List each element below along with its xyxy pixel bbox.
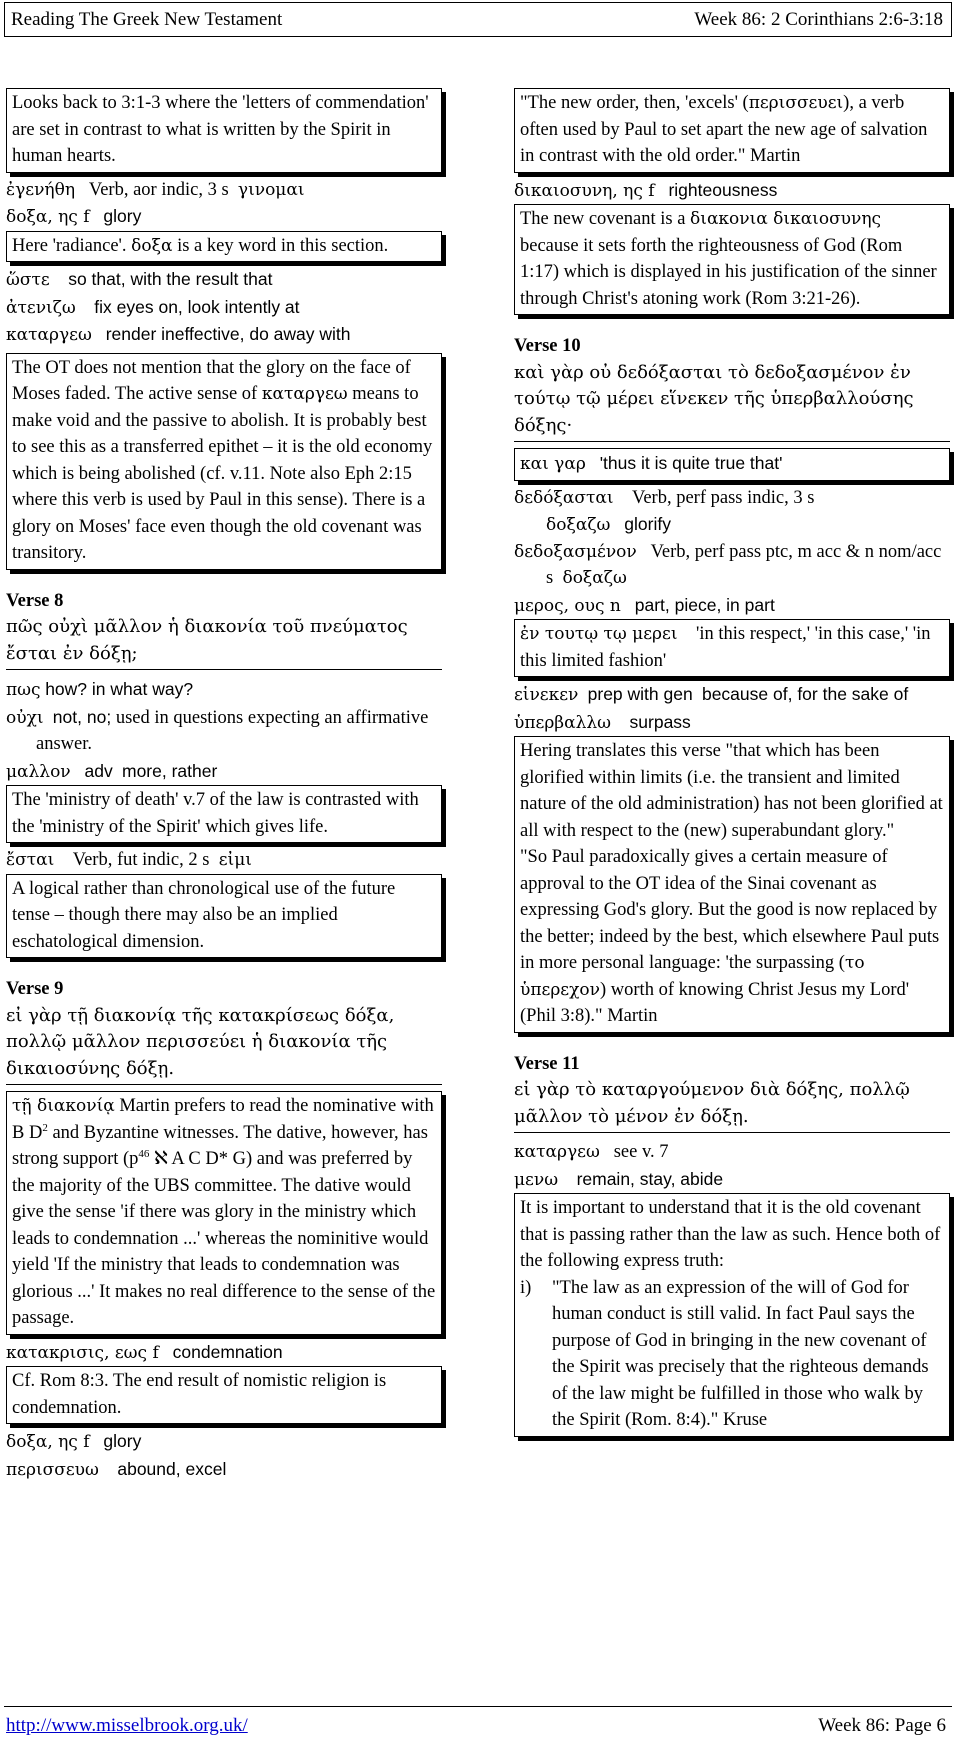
verse-text: καὶ γὰρ οὐ δεδόξασται τὸ δεδοξασμένον ἐν τούτῳ τῷ μέρει εἵνεκεν τῆς ὑπερβαλλούσης δόξης· (514, 360, 950, 443)
gloss: how? in what way? (45, 679, 194, 699)
note-text: It is important to understand that it is the old covenant that is passing rather than the law as such. Hence both of the following express truth: (520, 1198, 941, 1271)
parsing: Verb, perf pass ptc, m acc & n nom/acc s (546, 541, 942, 588)
right-column (514, 88, 950, 1441)
greek-word: μερος, ους n (514, 595, 621, 616)
greek-word: κατακρισις, εως f (6, 1342, 159, 1363)
list-number: i) (520, 1277, 532, 1298)
greek-word: ὥστε (6, 270, 50, 290)
vocab-entry (6, 321, 442, 349)
gloss: glorify (624, 514, 671, 534)
note-box (6, 1366, 442, 1424)
gloss: part, piece, in part (634, 594, 775, 615)
gloss: so that, with the result that (68, 269, 273, 289)
verse-heading: Verse 9 (6, 979, 64, 999)
note-text: Martin prefers to read the nominative with B D (12, 1096, 434, 1143)
greek-word: δοξα, ης f (6, 1432, 90, 1452)
greek-word: ὑπερβαλλω (514, 712, 612, 733)
vocab-entry (514, 709, 950, 737)
note-text: Here 'radiance'. (12, 235, 132, 256)
greek-word: καταργεω (514, 1142, 600, 1162)
vocab-entry (514, 1166, 950, 1194)
verse-text: εἰ γὰρ τῇ διακονίᾳ τῆς κατακρίσεως δόξα, πολλῷ μᾶλλον περισσεύει ἡ διακονία τῆς δικαιοσύνης δόξῃ. (6, 1003, 442, 1086)
note-box (6, 88, 442, 173)
superscript: 2 (42, 1121, 48, 1134)
lexical-form: εἰμι (218, 850, 252, 870)
verse-heading: Verse 10 (514, 336, 581, 356)
vocab-entry (6, 177, 442, 204)
greek-word: δεδοξασμένον (514, 541, 637, 562)
note-text: 'in this respect,' 'in this case,' 'in this limited fashion' (520, 624, 931, 671)
vocab-entry (6, 1339, 442, 1367)
header-week: Week 86: 2 Corinthians 2:6-3:18 (694, 9, 943, 30)
vocab-entry (514, 485, 950, 512)
verse-heading: Verse 8 (6, 590, 64, 611)
note-text: and Byzantine witnesses. The dative, however, has strong support (p (12, 1122, 428, 1169)
note-text: ), a verb often used by Paul to set apart the new age of salvation in contrast with the old order." Martin (520, 93, 928, 166)
vocab-entry (514, 1139, 950, 1166)
note-box (6, 874, 442, 959)
note-text: "The new order, then, 'excels' ( (520, 93, 749, 113)
lexical-form: γινομαι (237, 179, 305, 200)
note-box (6, 1091, 442, 1335)
vocab-entry (514, 592, 950, 620)
note-box (514, 448, 950, 481)
greek-word: δοξα, ης f (6, 207, 90, 227)
greek-word: περισσευω (6, 1459, 99, 1480)
gloss: render ineffective, do away with (105, 324, 351, 344)
gloss: surpass (629, 711, 691, 732)
vocab-entry (6, 1428, 442, 1456)
greek-word: περισσευει (748, 93, 844, 113)
note-box (514, 88, 950, 173)
greek-word: ἔσται (6, 850, 55, 870)
gloss: remain, stay, abide (576, 1168, 724, 1189)
vocab-entry (6, 676, 442, 704)
greek-word: και γαρ (520, 454, 586, 474)
list-item (520, 1275, 944, 1434)
note-text: The 'ministry of death' v.7 of the law is contrasted with the 'ministry of the Spirit' which gives life. (12, 790, 419, 837)
verse-heading: Verse 11 (514, 1053, 580, 1074)
gloss: not, no; (52, 706, 112, 727)
greek-word: ἐγενήθη (6, 179, 76, 200)
parsing: Verb, perf pass indic, 3 s (632, 487, 815, 508)
greek-word: διακονια δικαιοσυνης (690, 209, 882, 229)
greek-word: τῇ διακονίᾳ (12, 1096, 115, 1116)
note-text: A logical rather than chronological use of the future tense – though there may also be an implied eschatological dimension. (12, 878, 396, 952)
note-text: because it sets forth the righteousness of God (Rom 1:17) which is displayed in his justification of the sinner through Christ's atoning work (Rom 3:21-26). (520, 235, 937, 309)
greek-word: καταργεω (6, 325, 92, 345)
gloss-note: used in questions expecting an affirmative answer. (36, 707, 429, 754)
superscript: 46 (138, 1147, 150, 1160)
gloss: glory (103, 206, 142, 226)
left-column (6, 88, 442, 1483)
note-box (514, 1193, 950, 1437)
vocab-entry (6, 847, 442, 874)
vocab-entry (514, 539, 950, 592)
greek-word: δεδόξασται (514, 487, 614, 508)
gloss: because of, for the sake of (701, 684, 909, 704)
page-footer (4, 1706, 952, 1736)
note-box (6, 231, 442, 263)
note-text: is a key word in this section. (172, 235, 389, 256)
gloss: righteousness (668, 179, 778, 200)
gloss: condemnation (172, 1341, 283, 1362)
vocab-entry (6, 758, 442, 786)
verse-text: εἰ γὰρ τὸ καταργούμενον διὰ δόξης, πολλῷ μᾶλλον τὸ μένον ἐν δόξῃ. (514, 1077, 950, 1133)
note-box (6, 353, 442, 570)
vocab-entry (514, 511, 950, 539)
note-text: means to make void and the passive to abolish. It is probably best to see this as a transferred epithet – it is the old economy which is being abolished (cf. v.11. Note also Eph 2:15 where this verb is used by Paul in this sense). There is a glory on Moses' face even though the old covenant was transitory. (12, 384, 433, 563)
greek-word: οὐχι (6, 707, 44, 728)
greek-word: το ὑπερεχον (520, 953, 865, 1000)
note-box (6, 785, 442, 843)
gloss: fix eyes on, look intently at (94, 296, 300, 317)
vocab-entry (6, 203, 442, 231)
note-text: Cf. Rom 8:3. The end result of nomistic religion is condemnation. (12, 1371, 387, 1418)
page-number: Week 86: Page 6 (818, 1715, 946, 1736)
note-text: The OT does not mention that the glory on the face of Moses faded. The active sense of (12, 357, 411, 404)
greek-word: εἱνεκεν (514, 685, 579, 705)
vocab-entry (6, 294, 442, 322)
note-text: ) worth of knowing Christ Jesus my Lord' (Phil 3:8)." Martin (520, 979, 910, 1026)
gloss: abound, excel (117, 1458, 227, 1479)
lexical-form: δοξαζω (562, 568, 627, 588)
greek-word: μαλλον (6, 761, 71, 782)
greek-word: ἐν τουτῳ τῳ μερει (520, 624, 678, 644)
greek-word: δικαιοσυνη, ης f (514, 180, 655, 201)
note-text: ℵ A C D* G) and was preferred by the majority of the UBS committee. The dative would give the sense 'if there was glory in the ministry which leads to condemnation ...' whereas the nominitive would yield 'If the ministry that leads to condemnation was glorious ...' It makes no real difference to the sense of the passage. (12, 1149, 436, 1328)
note-text: Looks back to 3:1-3 where the 'letters of commendation' are set in contrast to what is written by the Spirit in human hearts. (12, 93, 429, 166)
greek-word: δοξα (131, 235, 173, 256)
gloss: see v. 7 (613, 1142, 669, 1162)
greek-word: ἀτενιζω (6, 297, 76, 318)
gloss: 'thus it is quite true that' (599, 453, 783, 473)
note-box (514, 204, 950, 315)
lexical-form: δοξαζω (546, 515, 611, 535)
page-header (4, 2, 952, 37)
note-text: The new covenant is a (520, 209, 691, 229)
vocab-entry (6, 1456, 442, 1484)
greek-word: καταργεω (261, 384, 348, 404)
website-link[interactable]: http://www.misselbrook.org.uk/ (6, 1715, 248, 1736)
parsing: Verb, fut indic, 2 s (72, 850, 210, 870)
vocab-entry (6, 266, 442, 294)
vocab-entry (514, 177, 950, 205)
parsing: Verb, aor indic, 3 s (88, 179, 229, 200)
note-box (514, 619, 950, 677)
greek-word: μενω (514, 1169, 559, 1190)
note-box (514, 736, 950, 1033)
gloss: more, rather (122, 760, 218, 781)
vocab-entry (6, 704, 442, 758)
header-title: Reading The Greek New Testament (11, 9, 283, 30)
part-of-speech: adv (84, 760, 113, 781)
part-of-speech: prep with gen (587, 684, 693, 704)
vocab-entry (514, 681, 950, 709)
note-text: "The law as an expression of the will of God for human conduct is still valid. In fact Paul says the purpose of God in bringing in the new covenant of the Spirit was precisely that the righteous demands of the law might be fulfilled in those who walk by the Spirit (Rom. 8:4)." Kruse (552, 1277, 929, 1430)
gloss: glory (103, 1431, 142, 1451)
greek-word: πως (6, 680, 41, 700)
note-text: Hering translates this verse "that which has been glorified within limits (i.e. the transient and limited nature of the old administration) has not been glorified at all with respect to the (new) superabundant glory." (520, 741, 943, 841)
verse-text: πῶς οὐχὶ μᾶλλον ἡ διακονία τοῦ πνεύματος ἔσται ἐν δόξῃ; (6, 614, 442, 670)
note-text: "So Paul paradoxically gives a certain measure of approval to the OT idea of the Sinai covenant as expressing God's glory. But the good is now replaced by the better; indeed by the best, which elsewhere Paul puts in more personal language: 'the surpassing ( (520, 847, 940, 973)
